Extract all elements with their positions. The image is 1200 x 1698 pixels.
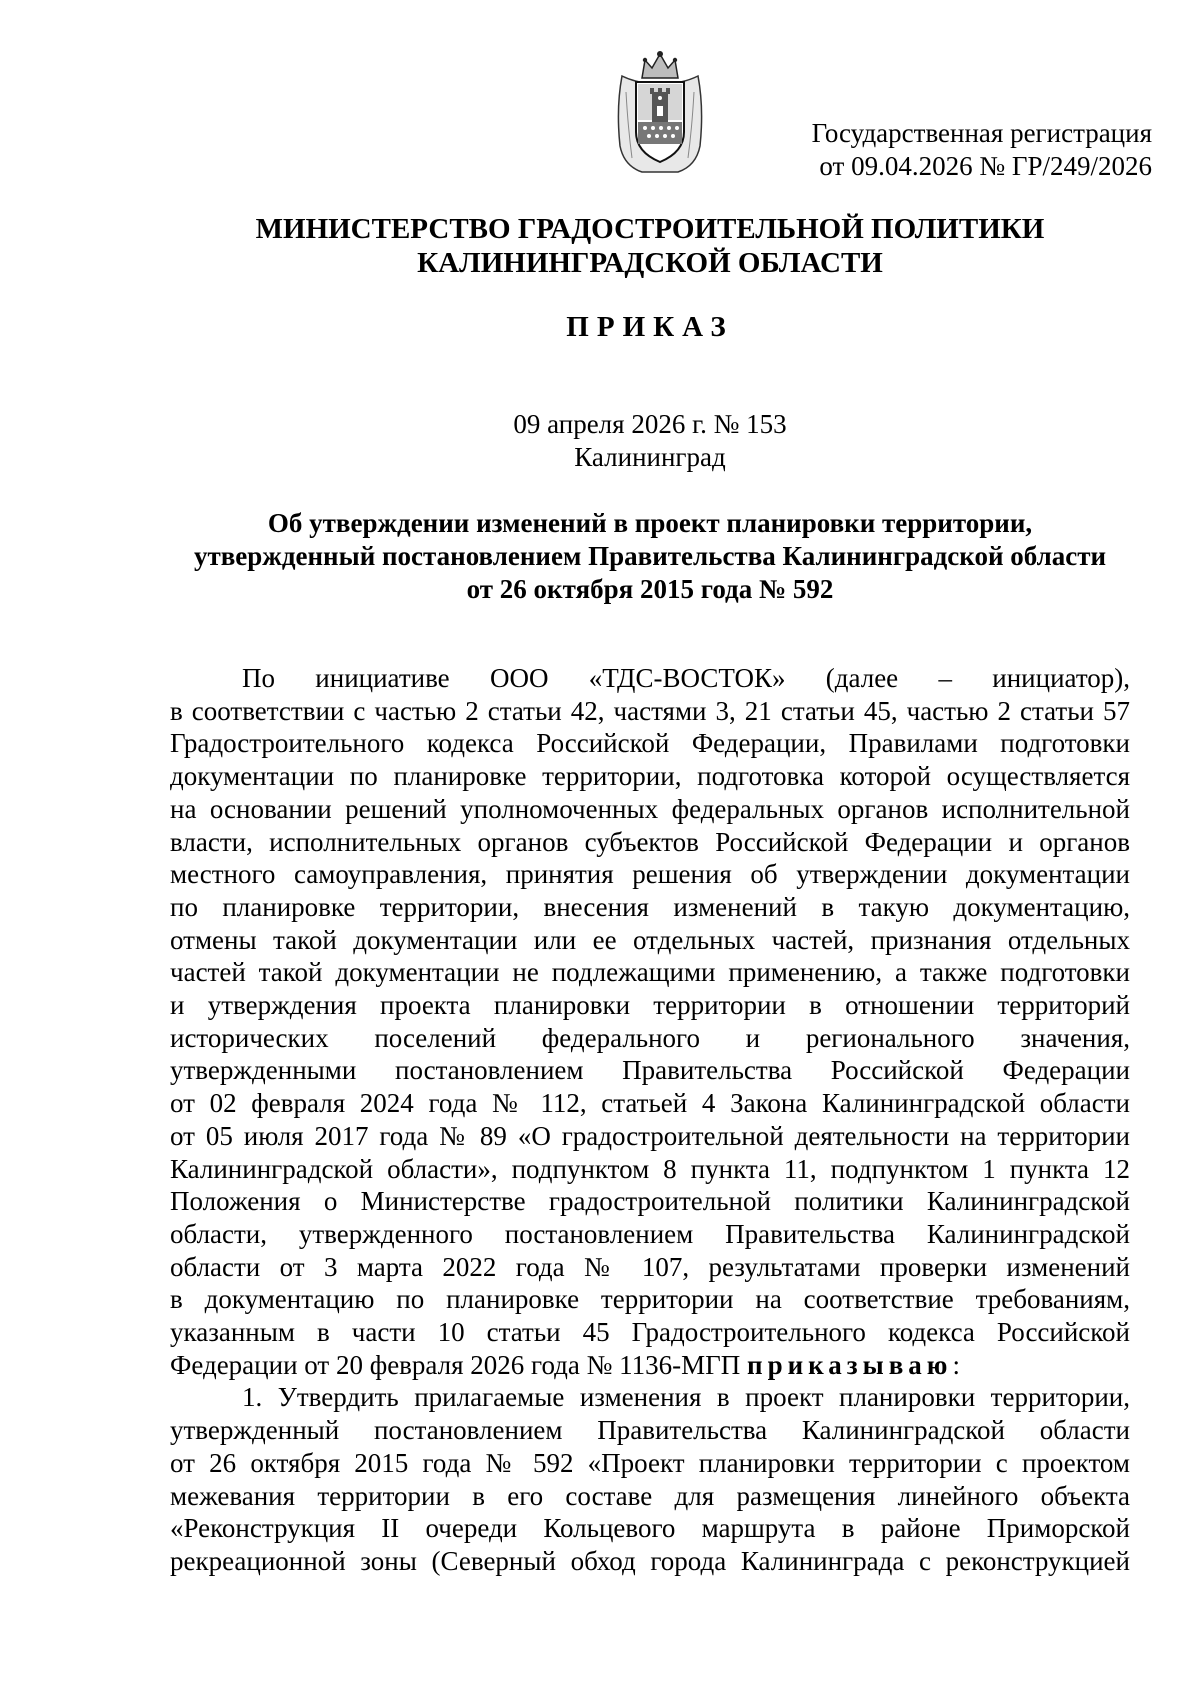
body-line: на основании решений уполномоченных федеральных органов исполнительной: [170, 793, 1130, 824]
order-verb-line: [170, 1349, 1130, 1382]
registration-label: Государственная регистрация: [811, 118, 1152, 148]
order-subject: [170, 507, 1130, 606]
body-line: указанным в части 10 статьи 45 Градостроительного кодекса Российской: [170, 1317, 1130, 1348]
body-line: по планировке территории, внесения изменений в такую документацию,: [170, 891, 1130, 922]
registration-number: от 09.04.2026 № ГР/249/2026: [819, 151, 1152, 181]
coat-of-arms-emblem: [612, 48, 708, 178]
ministry-title-line-1: МИНИСТЕРСТВО ГРАДОСТРОИТЕЛЬНОЙ ПОЛИТИКИ: [255, 213, 1045, 245]
body-line: от 05 июля 2017 года № 89 «О градостроительной деятельности на территории: [170, 1120, 1130, 1151]
state-registration: [812, 117, 1152, 183]
ministry-title: [170, 212, 1130, 280]
item-1-line: межевания территории в его составе для размещения линейного объекта: [170, 1480, 1130, 1511]
body-line: частей такой документации не подлежащими применению, а также подготовки: [170, 957, 1130, 988]
body-line: отмены такой документации или ее отдельных частей, признания отдельных: [170, 924, 1130, 955]
document-type-heading: ПРИКАЗ: [566, 311, 734, 343]
order-city: Калининград: [574, 442, 726, 472]
body-line: области от 3 марта 2022 года № 107, результатами проверки изменений: [170, 1251, 1130, 1282]
order-subject-line-1: Об утверждении изменений в проект планировки территории,: [267, 508, 1033, 538]
body-line: документации по планировке территории, подготовка которой осуществляется: [170, 761, 1130, 792]
item-1-line: «Реконструкция II очереди Кольцевого маршрута в районе Приморской: [170, 1513, 1130, 1544]
order-body: [170, 662, 1130, 1578]
body-line: исторических поселений федерального и регионального значения,: [170, 1022, 1130, 1053]
item-1-line: 1. Утвердить прилагаемые изменения в проект планировки территории,: [242, 1382, 1130, 1413]
body-line: утвержденными постановлением Правительства Российской Федерации: [170, 1055, 1130, 1086]
ministry-title-line-2: КАЛИНИНГРАДСКОЙ ОБЛАСТИ: [417, 247, 883, 279]
order-date-block: [170, 408, 1130, 474]
order-date: 09 апреля 2026 г. № 153: [513, 409, 787, 439]
body-line: Калининградской области», подпунктом 8 пункта 11, подпунктом 1 пункта 12: [170, 1153, 1130, 1184]
item-1-line: рекреационной зоны (Северный обход города Калининграда с реконструкцией: [170, 1545, 1130, 1576]
body-line: в соответствии с частью 2 статьи 42, частями 3, 21 статьи 45, частью 2 статьи 57: [170, 695, 1130, 726]
order-subject-line-3: от 26 октября 2015 года № 592: [466, 574, 834, 604]
body-line: в документацию по планировке территории на соответствие требованиям,: [170, 1284, 1130, 1315]
body-line: власти, исполнительных органов субъектов Российской Федерации и органов: [170, 826, 1130, 857]
item-1-line: утвержденный постановлением Правительства Калининградской области: [170, 1415, 1130, 1446]
body-line: Положения о Министерстве градостроительной политики Калининградской: [170, 1186, 1130, 1217]
body-line: По инициативе ООО «ТДС-ВОСТОК» (далее – инициатор),: [242, 663, 1130, 693]
body-line: области, утвержденного постановлением Правительства Калининградской: [170, 1218, 1130, 1249]
body-line: и утверждения проекта планировки территории в отношении территорий: [170, 990, 1130, 1021]
order-verb-prefix: Федерации от 20 февраля 2026 года № 1136-МГП: [170, 1349, 748, 1380]
order-verb-suffix: :: [952, 1349, 960, 1380]
item-1-line: от 26 октября 2015 года № 592 «Проект планировки территории с проектом: [170, 1447, 1130, 1478]
order-subject-line-2: утвержденный постановлением Правительства Калининградской области: [193, 541, 1107, 571]
order-verb: приказываю: [747, 1349, 953, 1380]
body-line: от 02 февраля 2024 года № 112, статьей 4 Закона Калининградской области: [170, 1088, 1130, 1119]
body-line: местного самоуправления, принятия решения об утверждении документации: [170, 859, 1130, 890]
body-line: Градостроительного кодекса Российской Федерации, Правилами подготовки: [170, 728, 1130, 759]
